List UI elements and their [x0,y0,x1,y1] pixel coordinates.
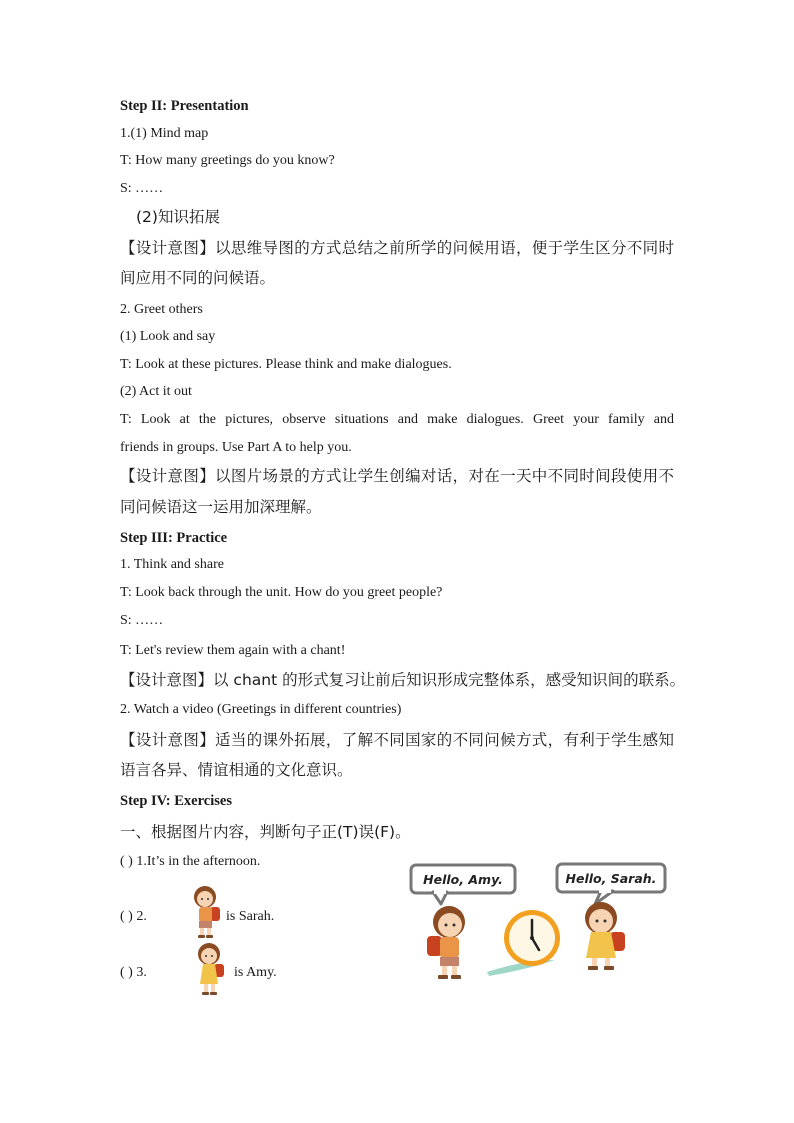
clock-icon [504,910,560,966]
knowledge-expansion-line: (2)知识拓展 [136,208,220,226]
bubble-left-text: Hello, Amy. [423,872,503,887]
design-intent-2a: 【设计意图】以图片场景的方式让学生创编对话，对在一天中不同时间段使用不 [120,467,674,485]
student-answer-line: S: …… [120,181,164,196]
look-and-say-line: (1) Look and say [120,329,216,344]
observe-situations-line: T: Look at the pictures, observe situations and make dialogues. Greet your family and [120,412,674,427]
design-intent-3: 【设计意图】以 chant 的形式复习让前后知识形成完整体系，感受知识间的联系。 [120,671,686,689]
question-number: 3. [136,965,147,980]
sarah-girl-icon [585,902,625,970]
mind-map-line: 1.(1) Mind map [120,126,209,141]
step2-title: Step II: Presentation [120,98,249,114]
chant-line: T: Let's review them again with a chant! [120,643,346,658]
answer-blank[interactable]: ( ) [120,909,133,924]
question-3-text: is Amy. [234,965,277,980]
step4-title: Step IV: Exercises [120,793,232,809]
answer-blank[interactable]: ( ) [120,854,133,869]
question-2 [120,908,147,926]
greet-others-line: 2. Greet others [120,302,203,317]
bubble-right-text: Hello, Sarah. [565,871,657,886]
look-back-line: T: Look back through the unit. How do you greet people? [120,585,443,600]
amy-girl-icon [427,906,465,979]
question-3 [120,964,147,982]
question-2-text: is Sarah. [226,909,275,924]
greeting-scene-illustration [405,860,675,985]
student-answer-2-line: S: …… [120,613,164,628]
design-intent-4b: 语言各异、情谊相通的文化意识。 [120,761,353,779]
think-share-line: 1. Think and share [120,557,224,572]
act-it-out-line: (2) Act it out [120,384,192,399]
look-pictures-line: T: Look at these pictures. Please think and make dialogues. [120,357,452,372]
girl-with-red-backpack-icon [190,883,224,939]
design-intent-2b: 同问候语这一运用加深理解。 [120,498,322,516]
teacher-question-line: T: How many greetings do you know? [120,153,335,168]
exercise-instruction: 一、根据图片内容，判断句子正(T)误(F)。 [120,823,411,841]
question-1 [120,853,260,871]
girl-with-yellow-dress-icon [194,940,228,996]
watch-video-line: 2. Watch a video (Greetings in different countries) [120,702,402,717]
question-number: 2. [136,909,147,924]
friends-groups-line: friends in groups. Use Part A to help you. [120,440,352,455]
design-intent-1a: 【设计意图】以思维导图的方式总结之前所学的问候用语，便于学生区分不同时 [120,239,674,257]
design-intent-4a: 【设计意图】适当的课外拓展，了解不同国家的不同问候方式，有利于学生感知 [120,731,674,749]
answer-blank[interactable]: ( ) [120,965,133,980]
step3-title: Step III: Practice [120,530,228,546]
design-intent-1b: 间应用不同的问候语。 [120,269,276,287]
question-text: 1.It’s in the afternoon. [136,854,261,869]
